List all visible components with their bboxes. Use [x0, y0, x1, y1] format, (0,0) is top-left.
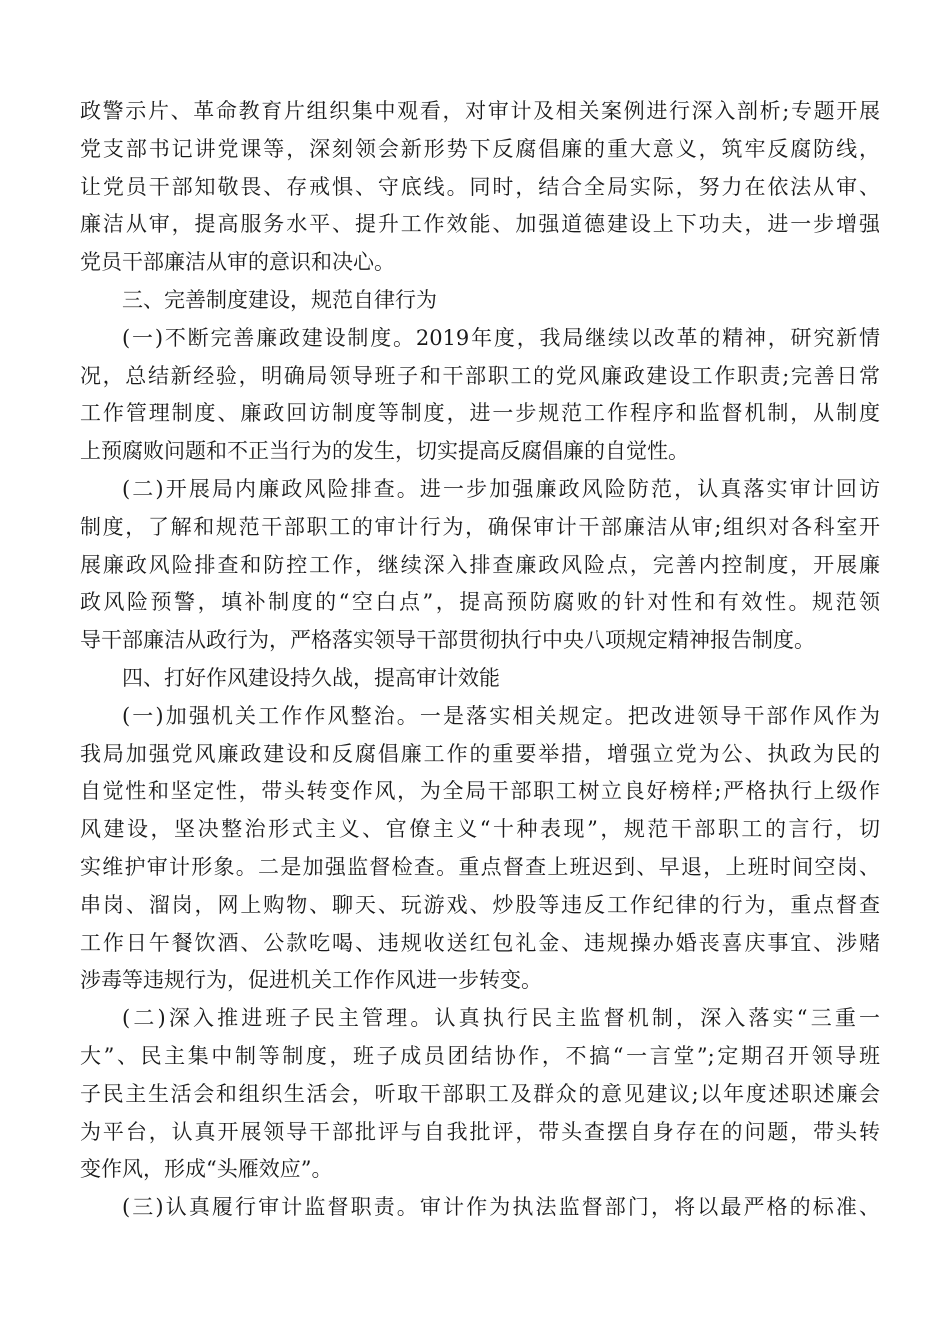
- section-heading-3: 三、完善制度建设，规范自律行为: [122, 287, 437, 312]
- text-line: 串岗、溜岗，网上购物、聊天、玩游戏、炒股等违反工作纪律的行为，重点督查: [80, 892, 880, 917]
- text-line: 大”、民主集中制等制度，班子成员团结协作，不搞“一言堂”;定期召开领导班: [80, 1043, 880, 1068]
- text-line: 党支部书记讲党课等，深刻领会新形势下反腐倡廉的重大意义，筑牢反腐防线，: [80, 136, 880, 161]
- text-line: (二)开展局内廉政风险排查。进一步加强廉政风险防范，认真落实审计回访: [122, 476, 880, 501]
- text-line: 自觉性和坚定性，带头转变作风，为全局干部职工树立良好榜样;严格执行上级作: [80, 779, 880, 804]
- text-line: 廉洁从审，提高服务水平、提升工作效能、加强道德建设上下功夫，进一步增强: [80, 212, 880, 237]
- text-line: 实维护审计形象。二是加强监督检查。重点督查上班迟到、早退，上班时间空岗、: [80, 854, 880, 879]
- section-heading-4: 四、打好作风建设持久战，提高审计效能: [122, 665, 500, 690]
- text-line: 导干部廉洁从政行为，严格落实领导干部贯彻执行中央八项规定精神报告制度。: [80, 628, 815, 653]
- text-line: 况，总结新经验，明确局领导班子和干部职工的党风廉政建设工作职责;完善日常: [80, 363, 880, 388]
- text-line: 为平台，认真开展领导干部批评与自我批评，带头查摆自身存在的问题，带头转: [80, 1119, 880, 1144]
- text-line: 工作管理制度、廉政回访制度等制度，进一步规范工作程序和监督机制，从制度: [80, 401, 880, 426]
- text-line: 制度，了解和规范干部职工的审计行为，确保审计干部廉洁从审;组织对各科室开: [80, 514, 880, 539]
- text-line: 变作风，形成“头雁效应”。: [80, 1157, 333, 1182]
- text-line: (一)不断完善廉政建设制度。2019年度，我局继续以改革的精神，研究新情: [122, 325, 880, 350]
- text-line: 让党员干部知敬畏、存戒惧、守底线。同时，结合全局实际，努力在依法从审、: [80, 174, 880, 199]
- text-line: 子民主生活会和组织生活会，听取干部职工及群众的意见建议;以年度述职述廉会: [80, 1081, 880, 1106]
- text-line: 上预腐败问题和不正当行为的发生，切实提高反腐倡廉的自觉性。: [80, 439, 689, 464]
- text-line: 政警示片、革命教育片组织集中观看，对审计及相关案例进行深入剖析;专题开展: [80, 99, 880, 123]
- text-line: 党员干部廉洁从审的意识和决心。: [80, 250, 395, 275]
- text-line: 风建设，坚决整治形式主义、官僚主义“十种表现”，规范干部职工的言行，切: [80, 817, 880, 842]
- text-line: (三)认真履行审计监督职责。审计作为执法监督部门，将以最严格的标准、: [122, 1195, 880, 1220]
- document-body: [80, 93, 880, 1227]
- text-line: (二)深入推进班子民主管理。认真执行民主监督机制，深入落实“三重一: [122, 1006, 880, 1031]
- text-line: 工作日午餐饮酒、公款吃喝、违规收送红包礼金、违规操办婚丧喜庆事宜、涉赌: [80, 930, 880, 955]
- text-line: 政风险预警，填补制度的“空白点”，提高预防腐败的针对性和有效性。规范领: [80, 590, 880, 615]
- text-line: 我局加强党风廉政建设和反腐倡廉工作的重要举措，增强立党为公、执政为民的: [80, 741, 880, 766]
- text-line: 涉毒等违规行为，促进机关工作作风进一步转变。: [80, 968, 542, 993]
- text-line: (一)加强机关工作作风整治。一是落实相关规定。把改进领导干部作风作为: [122, 703, 880, 728]
- text-line: 展廉政风险排查和防控工作，继续深入排查廉政风险点，完善内控制度，开展廉: [80, 552, 880, 577]
